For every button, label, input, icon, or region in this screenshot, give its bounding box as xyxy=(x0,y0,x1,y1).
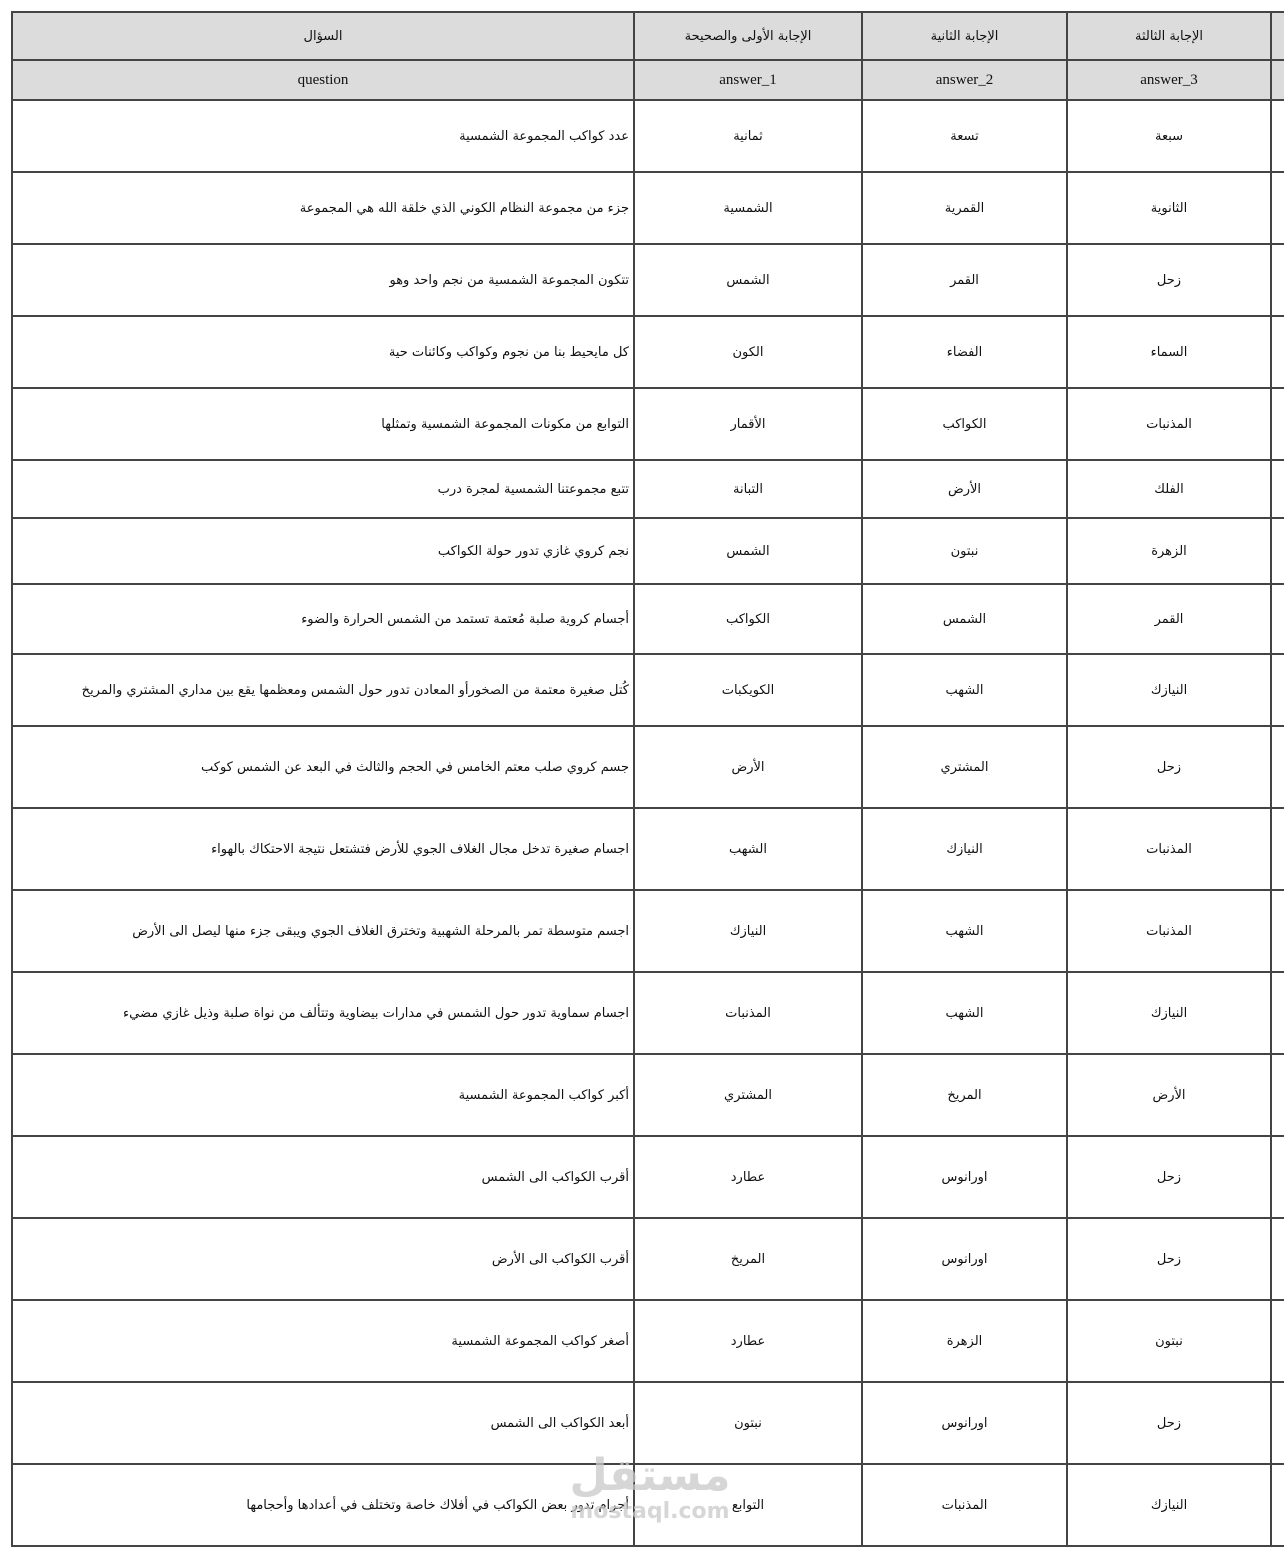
answer-2-cell: اورانوس xyxy=(862,1218,1067,1300)
row-stub xyxy=(1271,726,1284,808)
answer-2-cell: اورانوس xyxy=(862,1382,1067,1464)
answer-3-cell: زحل xyxy=(1067,1218,1271,1300)
answer-2-cell: الشهب xyxy=(862,972,1067,1054)
answer-1-cell: الأقمار xyxy=(634,388,862,460)
table-row xyxy=(12,518,1284,584)
row-stub xyxy=(1271,1136,1284,1218)
row-stub xyxy=(1271,890,1284,972)
header-answer-3: الإجابة الثالثة xyxy=(1067,12,1271,60)
table-row xyxy=(12,1382,1284,1464)
answer-2-cell: الفضاء xyxy=(862,316,1067,388)
answer-2-cell: المشتري xyxy=(862,726,1067,808)
answer-3-cell: الثانوية xyxy=(1067,172,1271,244)
question-cell: أبعد الكواكب الى الشمس xyxy=(12,1382,634,1464)
question-cell: اجسم متوسطة تمر بالمرحلة الشهبية وتخترق الغلاف الجوي ويبقى جزء منها ليصل الى الأرض xyxy=(12,890,634,972)
answer-1-cell: الشهب xyxy=(634,808,862,890)
table-row xyxy=(12,1218,1284,1300)
answer-1-cell: الأرض xyxy=(634,726,862,808)
answer-1-cell: الشمسية xyxy=(634,172,862,244)
answer-1-cell: الكواكب xyxy=(634,584,862,654)
answer-2-cell: القمر xyxy=(862,244,1067,316)
answer-1-cell: ثمانية xyxy=(634,100,862,172)
row-stub xyxy=(1271,1382,1284,1464)
row-stub xyxy=(1271,1464,1284,1546)
table-row xyxy=(12,890,1284,972)
table-row xyxy=(12,1464,1284,1546)
answer-3-cell: النيازك xyxy=(1067,972,1271,1054)
row-stub xyxy=(1271,172,1284,244)
question-cell: نجم كروي غازي تدور حولة الكواكب xyxy=(12,518,634,584)
table-row xyxy=(12,1300,1284,1382)
table-row xyxy=(12,1054,1284,1136)
answer-3-cell: النيازك xyxy=(1067,654,1271,726)
question-cell: أصغر كواكب المجموعة الشمسية xyxy=(12,1300,634,1382)
answer-1-cell: نبتون xyxy=(634,1382,862,1464)
answer-1-cell: الكويكبات xyxy=(634,654,862,726)
answer-3-cell: المذنبات xyxy=(1067,890,1271,972)
answer-2-cell: نبتون xyxy=(862,518,1067,584)
question-cell: جزء من مجموعة النظام الكوني الذي خلقة الله هي المجموعة xyxy=(12,172,634,244)
answer-3-cell: الفلك xyxy=(1067,460,1271,518)
question-cell: أجسام كروية صلبة مُعتمة تستمد من الشمس الحرارة والضوء xyxy=(12,584,634,654)
header-row xyxy=(12,12,1284,60)
table-row xyxy=(12,972,1284,1054)
answer-2-cell: المذنبات xyxy=(862,1464,1067,1546)
question-cell: أكبر كواكب المجموعة الشمسية xyxy=(12,1054,634,1136)
answer-1-cell: الكون xyxy=(634,316,862,388)
answer-2-cell: الشهب xyxy=(862,890,1067,972)
answer-1-cell: المريخ xyxy=(634,1218,862,1300)
table-row xyxy=(12,172,1284,244)
answer-1-cell: النيازك xyxy=(634,890,862,972)
row-stub xyxy=(1271,100,1284,172)
row-stub xyxy=(1271,1218,1284,1300)
question-cell: عدد كواكب المجموعة الشمسية xyxy=(12,100,634,172)
answer-1-cell: عطارد xyxy=(634,1300,862,1382)
row-stub xyxy=(1271,654,1284,726)
answer-2-cell: القمرية xyxy=(862,172,1067,244)
answer-2-cell: اورانوس xyxy=(862,1136,1067,1218)
answer-3-cell: النيازك xyxy=(1067,1464,1271,1546)
answer-2-cell: الكواكب xyxy=(862,388,1067,460)
answer-2-cell: النيازك xyxy=(862,808,1067,890)
row-stub xyxy=(1271,388,1284,460)
key-answer-1: answer_1 xyxy=(634,60,862,100)
key-answer-2: answer_2 xyxy=(862,60,1067,100)
table-row xyxy=(12,808,1284,890)
table-row xyxy=(12,654,1284,726)
answer-1-cell: عطارد xyxy=(634,1136,862,1218)
row-stub xyxy=(1271,808,1284,890)
table-row xyxy=(12,584,1284,654)
answer-3-cell: سبعة xyxy=(1067,100,1271,172)
answer-3-cell: الأرض xyxy=(1067,1054,1271,1136)
row-stub xyxy=(1271,584,1284,654)
header-answer-2: الإجابة الثانية xyxy=(862,12,1067,60)
row-stub xyxy=(1271,518,1284,584)
table-row xyxy=(12,388,1284,460)
question-cell: التوابع من مكونات المجموعة الشمسية وتمثلها xyxy=(12,388,634,460)
question-cell: كُتل صغيرة معتمة من الصخورأو المعادن تدور حول الشمس ومعظمها يقع بين مداري المشتري والمريخ xyxy=(12,654,634,726)
table-row xyxy=(12,316,1284,388)
answer-3-cell: القمر xyxy=(1067,584,1271,654)
answer-3-cell: زحل xyxy=(1067,244,1271,316)
question-cell: اجسام صغيرة تدخل مجال الغلاف الجوي للأرض فتشتعل نتيجة الاحتكاك بالهواء xyxy=(12,808,634,890)
question-cell: أقرب الكواكب الى الأرض xyxy=(12,1218,634,1300)
watermark-latin: mostaql.com xyxy=(570,1499,730,1524)
answer-3-cell: زحل xyxy=(1067,726,1271,808)
row-stub xyxy=(1271,316,1284,388)
row-stub xyxy=(1271,244,1284,316)
table-row xyxy=(12,726,1284,808)
table-row xyxy=(12,460,1284,518)
key-answer-3: answer_3 xyxy=(1067,60,1271,100)
header-stub xyxy=(1271,12,1284,60)
key-question: question xyxy=(12,60,634,100)
answer-1-cell: التبانة xyxy=(634,460,862,518)
question-cell: تتبع مجموعتنا الشمسية لمجرة درب xyxy=(12,460,634,518)
answer-2-cell: الشهب xyxy=(862,654,1067,726)
question-cell: جسم كروي صلب معتم الخامس في الحجم والثالث في البعد عن الشمس كوكب xyxy=(12,726,634,808)
key-row xyxy=(12,60,1284,100)
question-cell: اجسام سماوية تدور حول الشمس في مدارات بيضاوية وتتألف من نواة صلبة وذيل غازي مضيء xyxy=(12,972,634,1054)
row-stub xyxy=(1271,460,1284,518)
answer-3-cell: المذنبات xyxy=(1067,808,1271,890)
question-cell: أقرب الكواكب الى الشمس xyxy=(12,1136,634,1218)
table-row xyxy=(12,1136,1284,1218)
answer-1-cell: الشمس xyxy=(634,518,862,584)
answer-3-cell: نبتون xyxy=(1067,1300,1271,1382)
answer-2-cell: المريخ xyxy=(862,1054,1067,1136)
answer-3-cell: زحل xyxy=(1067,1136,1271,1218)
answer-2-cell: الأرض xyxy=(862,460,1067,518)
question-cell: تتكون المجموعة الشمسية من نجم واحد وهو xyxy=(12,244,634,316)
answer-3-cell: زحل xyxy=(1067,1382,1271,1464)
answer-1-cell: المشتري xyxy=(634,1054,862,1136)
quiz-table xyxy=(11,11,1284,1547)
header-question: السؤال xyxy=(12,12,634,60)
row-stub xyxy=(1271,972,1284,1054)
row-stub xyxy=(1271,1054,1284,1136)
table-row xyxy=(12,244,1284,316)
header-answer-1: الإجابة الأولى والصحيحة xyxy=(634,12,862,60)
answer-2-cell: تسعة xyxy=(862,100,1067,172)
answer-1-cell: الشمس xyxy=(634,244,862,316)
key-stub xyxy=(1271,60,1284,100)
question-cell: أجرام تدور بعض الكواكب في أفلاك خاصة وتختلف في أعدادها وأحجامها xyxy=(12,1464,634,1546)
answer-3-cell: السماء xyxy=(1067,316,1271,388)
answer-2-cell: الشمس xyxy=(862,584,1067,654)
question-cell: كل مايحيط بنا من نجوم وكواكب وكائنات حية xyxy=(12,316,634,388)
answer-2-cell: الزهرة xyxy=(862,1300,1067,1382)
row-stub xyxy=(1271,1300,1284,1382)
answer-3-cell: الزهرة xyxy=(1067,518,1271,584)
watermark-arabic: مستقل xyxy=(569,1450,731,1501)
answer-1-cell: التوابع xyxy=(634,1464,862,1546)
answer-3-cell: المذنبات xyxy=(1067,388,1271,460)
table-row xyxy=(12,100,1284,172)
answer-1-cell: المذنبات xyxy=(634,972,862,1054)
